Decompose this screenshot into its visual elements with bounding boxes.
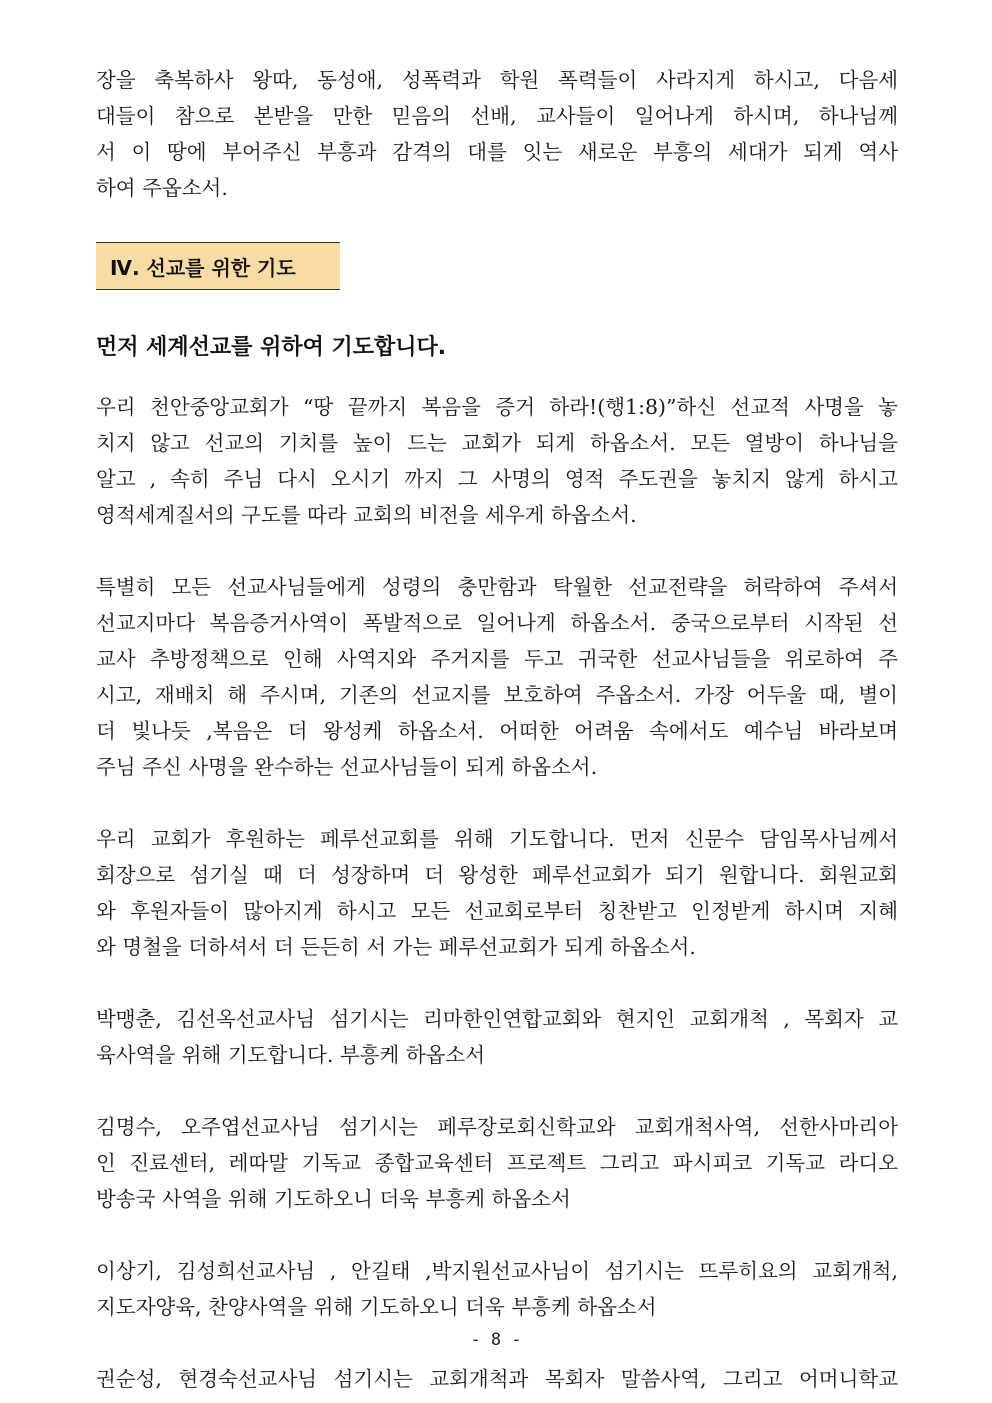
text-line: 와 명철을 더하셔서 더 든든히 서 가는 페루선교회가 되게 하옵소서.	[96, 935, 696, 959]
intro-paragraph	[96, 62, 898, 206]
text-line: 하여 주옵소서.	[96, 176, 228, 200]
text-line: 방송국 사역을 위해 기도하오니 더욱 부흥케 하옵소서	[96, 1187, 571, 1211]
paragraph-gap	[96, 965, 898, 1001]
paragraph-church-planting	[96, 1361, 898, 1397]
paragraph-gap	[96, 1217, 898, 1253]
text-line: 육사역을 위해 기도합니다. 부흥케 하옵소서	[96, 1043, 486, 1067]
text-line: 교사 추방정책으로 인해 사역지와 주거지를 두고 귀국한 선교사님들을 위로하여 주	[96, 647, 898, 671]
text-line: 이상기, 김성희선교사님 , 안길태 ,박지원선교사님이 섬기시는 뜨루히요의 교회개척,	[96, 1259, 898, 1283]
text-line: 와 후원자들이 많아지게 하시고 모든 선교회로부터 칭찬받고 인정받게 하시며 지혜	[96, 899, 898, 923]
subheading: 먼저 세계선교를 위하여 기도합니다.	[96, 335, 447, 360]
text-line: 치지 않고 선교의 기치를 높이 드는 교회가 되게 하옵소서. 모든 열방이 하나님을	[96, 431, 898, 455]
section-title-box	[96, 242, 340, 290]
text-line: 영적세계질서의 구도를 따라 교회의 비전을 세우게 하옵소서.	[96, 503, 637, 527]
text-line: 우리 천안중앙교회가 “땅 끝까지 복음을 증거 하라!(행1:8)”하신 선교적 사명을 놓	[96, 395, 898, 419]
paragraph-gap	[96, 1073, 898, 1109]
text-line: 선교지마다 복음증거사역이 폭발적으로 일어나게 하옵소서. 중국으로부터 시작된 선	[96, 611, 898, 635]
section-title: Ⅳ. 선교를 위한 기도	[110, 255, 296, 280]
text-line: 더 빛나듯 ,복음은 더 왕성케 하옵소서. 어떠한 어려움 속에서도 예수님 바라보며	[96, 719, 898, 743]
page-number: - 8 -	[470, 1330, 522, 1350]
paragraph-gap	[96, 785, 898, 821]
text-line: 시고, 재배치 해 주시며, 기존의 선교지를 보호하여 주옵소서. 가장 어두울 때, 별이	[96, 683, 898, 707]
text-line: 우리 교회가 후원하는 페루선교회를 위해 기도합니다. 먼저 신문수 담임목사님께서	[96, 827, 898, 851]
paragraph-lima	[96, 1001, 898, 1073]
text-line: 특별히 모든 선교사님들에게 성령의 충만함과 탁월한 선교전략을 허락하여 주셔서	[96, 575, 898, 599]
text-line: 주님 주신 사명을 완수하는 선교사님들이 되게 하옵소서.	[96, 755, 598, 779]
text-line: 서 이 땅에 부어주신 부흥과 감격의 대를 잇는 새로운 부흥의 세대가 되게 역사	[96, 140, 898, 164]
text-line: 김명수, 오주엽선교사님 섬기시는 페루장로회신학교와 교회개척사역, 선한사마리아	[96, 1115, 898, 1139]
text-line: 권순성, 현경숙선교사님 섬기시는 교회개척과 목회자 말씀사역, 그리고 어머니학교	[96, 1367, 898, 1391]
text-line: 대들이 참으로 본받을 만한 믿음의 선배, 교사들이 일어나게 하시며, 하나님께	[96, 104, 898, 128]
text-line: 박맹춘, 김선옥선교사님 섬기시는 리마한인연합교회와 현지인 교회개척 , 목회자 교	[96, 1007, 898, 1031]
text-line: 회장으로 섬기실 때 더 성장하며 더 왕성한 페루선교회가 되기 원합니다. 회원교회	[96, 863, 898, 887]
paragraph-seminary	[96, 1109, 898, 1217]
text-line: 알고 , 속히 주님 다시 오시기 까지 그 사명의 영적 주도권을 놓치지 않게 하시고	[96, 467, 898, 491]
paragraph-gap	[96, 533, 898, 569]
paragraph-commission	[96, 389, 898, 533]
document-page	[96, 62, 898, 1397]
text-line: 장을 축복하사 왕따, 동성애, 성폭력과 학원 폭력들이 사라지게 하시고, 다음세	[96, 68, 898, 92]
paragraph-missionaries	[96, 569, 898, 785]
paragraph-trujillo	[96, 1253, 898, 1325]
paragraph-peru-mission	[96, 821, 898, 965]
text-line: 지도자양육, 찬양사역을 위해 기도하오니 더욱 부흥케 하옵소서	[96, 1295, 657, 1319]
text-line: 인 진료센터, 레따말 기독교 종합교육센터 프로젝트 그리고 파시피코 기독교 라디오	[96, 1151, 898, 1175]
